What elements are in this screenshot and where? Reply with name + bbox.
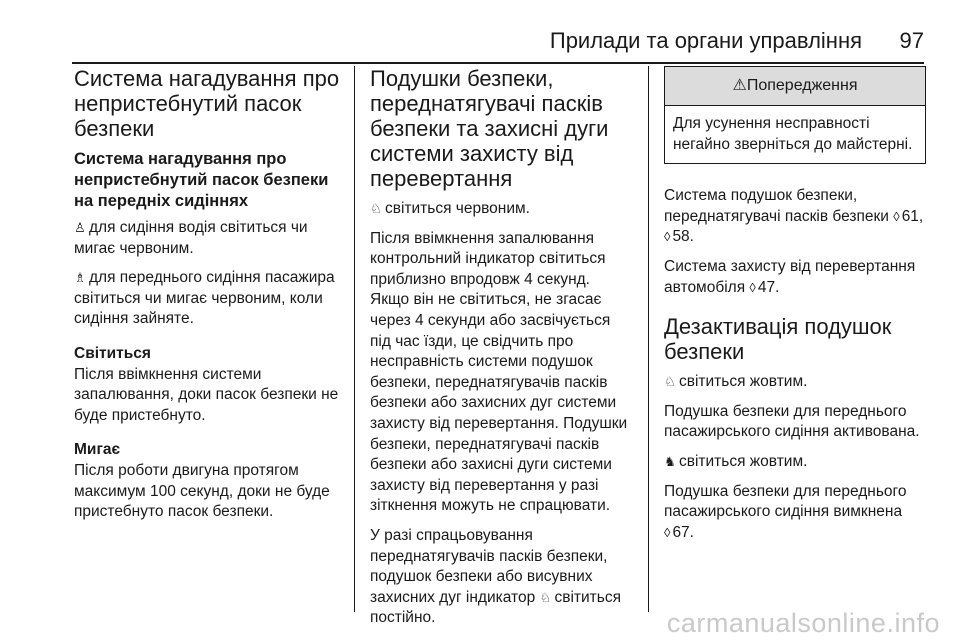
section-heading: Подушки безпеки, переднатягувачі пасків безпеки та захисні дуги системи захисту від перевертання <box>370 66 609 191</box>
airbag-on-icon: ♘ <box>664 374 676 390</box>
warning-box <box>664 66 926 164</box>
seatbelt-icon: ♙ <box>74 220 86 235</box>
page-reference[interactable]: 47. <box>757 278 780 296</box>
page-number: 97 <box>899 28 924 53</box>
paragraph: Подушка безпеки для переднього пасажирського сидіння активована. <box>664 402 920 441</box>
seatbelt-passenger-icon: ♗ <box>74 270 86 286</box>
label-blink: Мигає <box>74 441 121 459</box>
warning-triangle-icon: ⚠ <box>732 77 747 94</box>
subsection-heading: Система нагадування про непристебнутий пасок безпеки на передніх сидіннях <box>74 150 329 210</box>
column-divider <box>354 66 355 612</box>
reference-arrow-icon: ◊ <box>664 524 671 540</box>
reference-arrow-icon: ◊ <box>893 208 900 224</box>
airbag-icon: ♘ <box>539 589 552 605</box>
airbag-icon: ♘ <box>370 201 382 216</box>
paragraph: ♞ світиться жовтим. <box>664 452 926 473</box>
paragraph: ♙ для сидіння водія світиться чи мигає червоним. <box>74 219 308 257</box>
paragraph: Система захисту від перевертання автомобіля ◊ 47. <box>664 257 916 296</box>
column-1 <box>74 66 342 532</box>
paragraph: Мигає Після роботи двигуна протягом максимум 100 секунд, доки не буде пристебнуто пасок безпеки. <box>74 440 342 522</box>
section-heading: Система нагадування про непристебнутий пасок безпеки <box>74 66 340 141</box>
paragraph: ♘ світиться жовтим. <box>664 372 926 393</box>
watermark: carmanualsonline.info <box>666 608 940 638</box>
label-lit: Світиться <box>74 344 151 362</box>
column-3 <box>664 66 926 552</box>
section-heading: Дезактивація подушок безпеки <box>664 314 892 365</box>
paragraph: Світиться Після ввімкнення системи запалювання, доки пасок безпеки не буде пристебнуто. <box>74 344 342 426</box>
warning-header: ⚠Попередження <box>665 67 925 106</box>
column-divider <box>648 66 649 612</box>
airbag-off-icon: ♞ <box>664 453 676 469</box>
paragraph: Після ввімкнення запалювання контрольний індикатор світиться приблизно впродовж 4 секунд. Якщо він не світиться, не згасає через 4 секунди або засвічується під час їзди, це свідчить про несправність системи подушок безпеки, переднатягувачів пасків безпеки або захисних дуг системи захисту від перевертання. Подушки безпеки, переднатягувачі пасків безпеки або захисні дуги системи захисту від перевертання у разі зіткнення можуть не спрацювати. <box>370 229 628 515</box>
warning-text: Для усунення несправності негайно зверніться до майстерні. <box>673 115 913 153</box>
page-reference[interactable]: 58. <box>672 228 694 246</box>
page-title: Прилади та органи управління <box>549 28 862 53</box>
paragraph: Подушка безпеки для переднього пасажирського сидіння вимкнена ◊ 67. <box>664 482 907 541</box>
page-reference[interactable]: 61, <box>901 207 924 225</box>
paragraph: Система подушок безпеки, переднатягувачі пасків безпеки ◊ 61, ◊ 58. <box>664 187 924 246</box>
column-2 <box>370 66 632 638</box>
page-header <box>72 24 924 64</box>
reference-arrow-icon: ◊ <box>664 229 671 245</box>
page-reference[interactable]: 67. <box>672 523 694 541</box>
paragraph: ♗ для переднього сидіння пасажира світиться чи мигає червоним, коли сидіння зайняте. <box>74 269 335 328</box>
paragraph: ♘ світиться червоним. <box>370 199 632 220</box>
paragraph: У разі спрацьовування переднатягувачів пасків безпеки, подушок безпеки або висувних захисних дуг індикатор ♘ світиться постійно. <box>370 526 622 627</box>
reference-arrow-icon: ◊ <box>749 279 756 295</box>
